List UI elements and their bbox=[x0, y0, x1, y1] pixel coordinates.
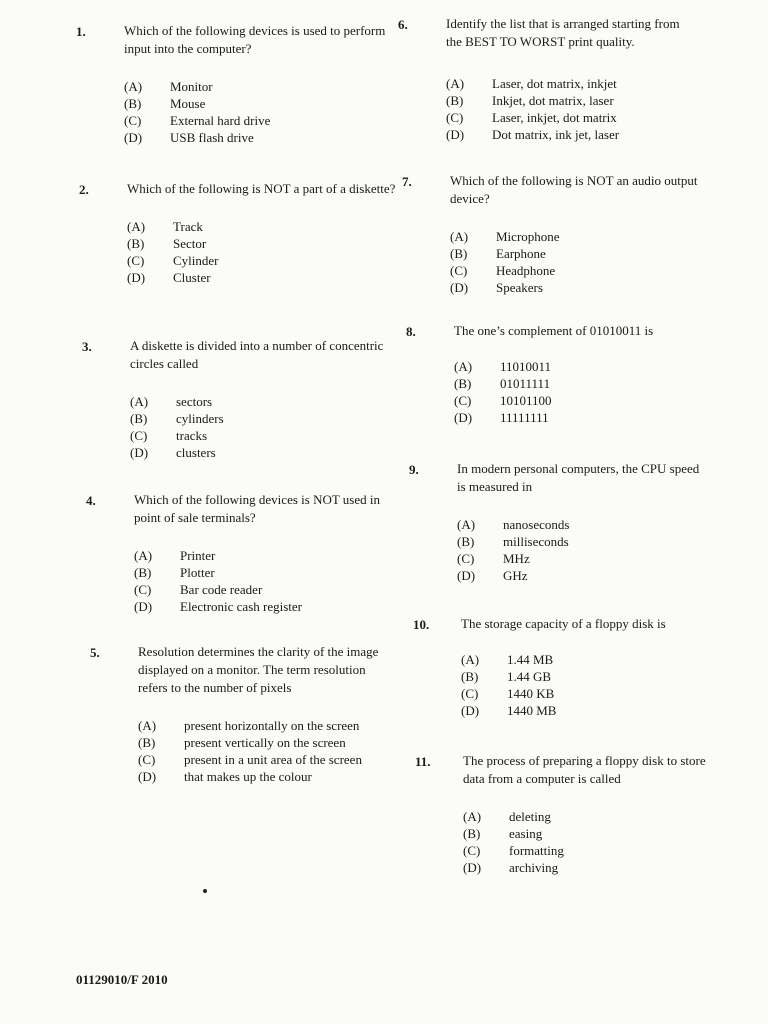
option-label: (C) bbox=[130, 428, 148, 443]
option-label: (A) bbox=[461, 652, 480, 667]
option-text: Printer bbox=[180, 548, 216, 563]
options-list bbox=[454, 358, 706, 426]
option-text: 01011111 bbox=[500, 376, 551, 391]
option-text: Speakers bbox=[496, 280, 543, 295]
option-label: (B) bbox=[461, 669, 479, 684]
question-number: 9. bbox=[409, 462, 419, 477]
option bbox=[461, 668, 711, 685]
option bbox=[124, 78, 394, 95]
option-label: (B) bbox=[450, 246, 468, 261]
option-text: sectors bbox=[176, 394, 213, 409]
option-label: (A) bbox=[446, 76, 465, 91]
question-number: 6. bbox=[398, 17, 408, 32]
option bbox=[134, 598, 404, 615]
option-label: (B) bbox=[138, 735, 156, 750]
option-text: 11010011 bbox=[500, 359, 552, 374]
option-text: Headphone bbox=[496, 263, 556, 278]
option-text: 1440 MB bbox=[507, 703, 557, 718]
question-number: 8. bbox=[406, 324, 416, 339]
option-text: Mouse bbox=[170, 96, 206, 111]
option-label: (A) bbox=[138, 718, 157, 733]
option bbox=[124, 112, 394, 129]
option bbox=[134, 564, 404, 581]
question-stem: Which of the following devices is NOT used in point of sale terminals? bbox=[134, 492, 380, 525]
question-number: 1. bbox=[76, 24, 86, 39]
question-number: 7. bbox=[402, 174, 412, 189]
option bbox=[463, 808, 719, 825]
question-number: 3. bbox=[82, 339, 92, 354]
question-stem: The storage capacity of a floppy disk is bbox=[461, 616, 666, 631]
option-label: (C) bbox=[134, 582, 152, 597]
option-label: (D) bbox=[446, 127, 465, 142]
question-stem: Which of the following is NOT an audio output device? bbox=[450, 173, 698, 206]
question-number: 11. bbox=[415, 754, 431, 769]
options-list bbox=[130, 393, 400, 461]
option bbox=[127, 218, 397, 235]
option bbox=[127, 252, 397, 269]
option-text: Sector bbox=[173, 236, 207, 251]
option bbox=[450, 262, 702, 279]
option-text: Plotter bbox=[180, 565, 215, 580]
ink-dot bbox=[203, 889, 207, 893]
option bbox=[446, 126, 698, 143]
options-list bbox=[127, 218, 397, 286]
option bbox=[127, 235, 397, 252]
option-text: Cylinder bbox=[173, 253, 219, 268]
question-3 bbox=[82, 337, 400, 461]
question-5 bbox=[90, 643, 394, 785]
option bbox=[130, 427, 400, 444]
option bbox=[450, 228, 702, 245]
option-label: (D) bbox=[134, 599, 153, 614]
option-label: (B) bbox=[130, 411, 148, 426]
option-label: (A) bbox=[457, 517, 476, 532]
option-text: clusters bbox=[176, 445, 216, 460]
question-11 bbox=[415, 752, 719, 876]
option bbox=[138, 768, 394, 785]
option bbox=[454, 392, 706, 409]
page-footer-code: 01129010/F 2010 bbox=[76, 972, 168, 987]
option bbox=[457, 550, 707, 567]
option-label: (A) bbox=[463, 809, 482, 824]
option-label: (D) bbox=[450, 280, 469, 295]
question-stem: Which of the following devices is used to perform input into the computer? bbox=[124, 23, 386, 56]
option bbox=[461, 651, 711, 668]
option-label: (B) bbox=[446, 93, 464, 108]
option bbox=[463, 859, 719, 876]
option-label: (C) bbox=[457, 551, 475, 566]
option bbox=[463, 825, 719, 842]
option bbox=[454, 409, 706, 426]
options-list bbox=[463, 808, 719, 876]
option bbox=[130, 444, 400, 461]
options-list bbox=[457, 516, 707, 584]
question-stem: The one’s complement of 01010011 is bbox=[454, 323, 654, 338]
option-text: USB flash drive bbox=[170, 130, 254, 145]
option bbox=[138, 734, 394, 751]
option-label: (C) bbox=[463, 843, 481, 858]
option-label: (D) bbox=[138, 769, 157, 784]
option-label: (A) bbox=[450, 229, 469, 244]
option bbox=[130, 410, 400, 427]
option-label: (C) bbox=[138, 752, 156, 767]
option-text: Cluster bbox=[173, 270, 211, 285]
option-label: (C) bbox=[454, 393, 472, 408]
option-text: archiving bbox=[509, 860, 559, 875]
option bbox=[127, 269, 397, 286]
option-text: 1440 KB bbox=[507, 686, 555, 701]
options-list bbox=[134, 547, 404, 615]
question-stem: Which of the following is NOT a part of a diskette? bbox=[127, 181, 396, 196]
option-text: Earphone bbox=[496, 246, 546, 261]
option-label: (A) bbox=[130, 394, 149, 409]
option-text: Inkjet, dot matrix, laser bbox=[492, 93, 614, 108]
option-text: Monitor bbox=[170, 79, 213, 94]
options-list bbox=[124, 78, 394, 146]
option bbox=[454, 358, 706, 375]
option-label: (B) bbox=[454, 376, 472, 391]
option-text: Microphone bbox=[496, 229, 560, 244]
question-stem: The process of preparing a floppy disk to store data from a computer is called bbox=[463, 753, 706, 786]
option bbox=[457, 567, 707, 584]
question-10 bbox=[413, 615, 711, 719]
option-text: cylinders bbox=[176, 411, 224, 426]
question-stem: Resolution determines the clarity of the image displayed on a monitor. The term resolution refers to the number of pixels bbox=[138, 644, 379, 695]
option-text: Track bbox=[173, 219, 203, 234]
option-text: easing bbox=[509, 826, 543, 841]
option bbox=[134, 547, 404, 564]
option bbox=[463, 842, 719, 859]
question-2 bbox=[79, 180, 397, 286]
option-text: Laser, dot matrix, inkjet bbox=[492, 76, 617, 91]
option bbox=[138, 717, 394, 734]
option-label: (D) bbox=[130, 445, 149, 460]
option-label: (D) bbox=[124, 130, 143, 145]
option-label: (B) bbox=[463, 826, 481, 841]
option-text: that makes up the colour bbox=[184, 769, 312, 784]
option-text: milliseconds bbox=[503, 534, 569, 549]
option-text: 11111111 bbox=[500, 410, 549, 425]
option-text: Laser, inkjet, dot matrix bbox=[492, 110, 617, 125]
option bbox=[457, 533, 707, 550]
option-label: (B) bbox=[134, 565, 152, 580]
option-label: (C) bbox=[127, 253, 145, 268]
question-number: 2. bbox=[79, 182, 89, 197]
question-stem: In modern personal computers, the CPU speed is measured in bbox=[457, 461, 700, 494]
option bbox=[461, 685, 711, 702]
options-list bbox=[461, 651, 711, 719]
option-text: Bar code reader bbox=[180, 582, 263, 597]
option-text: tracks bbox=[176, 428, 208, 443]
question-9 bbox=[409, 460, 707, 584]
option-label: (B) bbox=[127, 236, 145, 251]
option-text: deleting bbox=[509, 809, 551, 824]
option-text: 1.44 MB bbox=[507, 652, 554, 667]
option-label: (C) bbox=[124, 113, 142, 128]
question-number: 5. bbox=[90, 645, 100, 660]
question-1 bbox=[76, 22, 394, 146]
option-label: (D) bbox=[463, 860, 482, 875]
option-text: present vertically on the screen bbox=[184, 735, 346, 750]
option-text: nanoseconds bbox=[503, 517, 570, 532]
question-7 bbox=[402, 172, 702, 296]
option-text: External hard drive bbox=[170, 113, 271, 128]
question-number: 10. bbox=[413, 617, 430, 632]
option-label: (D) bbox=[127, 270, 146, 285]
option-label: (C) bbox=[450, 263, 468, 278]
option bbox=[461, 702, 711, 719]
question-stem: Identify the list that is arranged starting from the BEST TO WORST print quality. bbox=[446, 16, 680, 49]
option-label: (A) bbox=[454, 359, 473, 374]
option-label: (A) bbox=[134, 548, 153, 563]
option-label: (B) bbox=[457, 534, 475, 549]
option-text: MHz bbox=[503, 551, 530, 566]
options-list bbox=[450, 228, 702, 296]
option-text: Electronic cash register bbox=[180, 599, 302, 614]
question-8 bbox=[406, 322, 706, 426]
option-label: (A) bbox=[127, 219, 146, 234]
option bbox=[130, 393, 400, 410]
question-4 bbox=[86, 491, 404, 615]
option-text: GHz bbox=[503, 568, 528, 583]
option-label: (C) bbox=[446, 110, 464, 125]
option bbox=[138, 751, 394, 768]
option-text: 10101100 bbox=[500, 393, 552, 408]
option-text: present in a unit area of the screen bbox=[184, 752, 362, 767]
option-text: Dot matrix, ink jet, laser bbox=[492, 127, 620, 142]
option bbox=[446, 75, 698, 92]
option-label: (D) bbox=[461, 703, 480, 718]
option bbox=[457, 516, 707, 533]
option-label: (C) bbox=[461, 686, 479, 701]
option bbox=[124, 129, 394, 146]
question-number: 4. bbox=[86, 493, 96, 508]
option-text: formatting bbox=[509, 843, 564, 858]
option-label: (D) bbox=[457, 568, 476, 583]
option bbox=[450, 279, 702, 296]
option bbox=[124, 95, 394, 112]
option bbox=[454, 375, 706, 392]
option-label: (A) bbox=[124, 79, 143, 94]
option-label: (B) bbox=[124, 96, 142, 111]
question-stem: A diskette is divided into a number of concentric circles called bbox=[130, 338, 384, 371]
option-text: 1.44 GB bbox=[507, 669, 552, 684]
option bbox=[134, 581, 404, 598]
options-list bbox=[138, 717, 394, 785]
options-list bbox=[446, 75, 698, 143]
question-6 bbox=[398, 15, 698, 143]
option-text: present horizontally on the screen bbox=[184, 718, 360, 733]
option bbox=[450, 245, 702, 262]
option bbox=[446, 109, 698, 126]
option-label: (D) bbox=[454, 410, 473, 425]
option bbox=[446, 92, 698, 109]
